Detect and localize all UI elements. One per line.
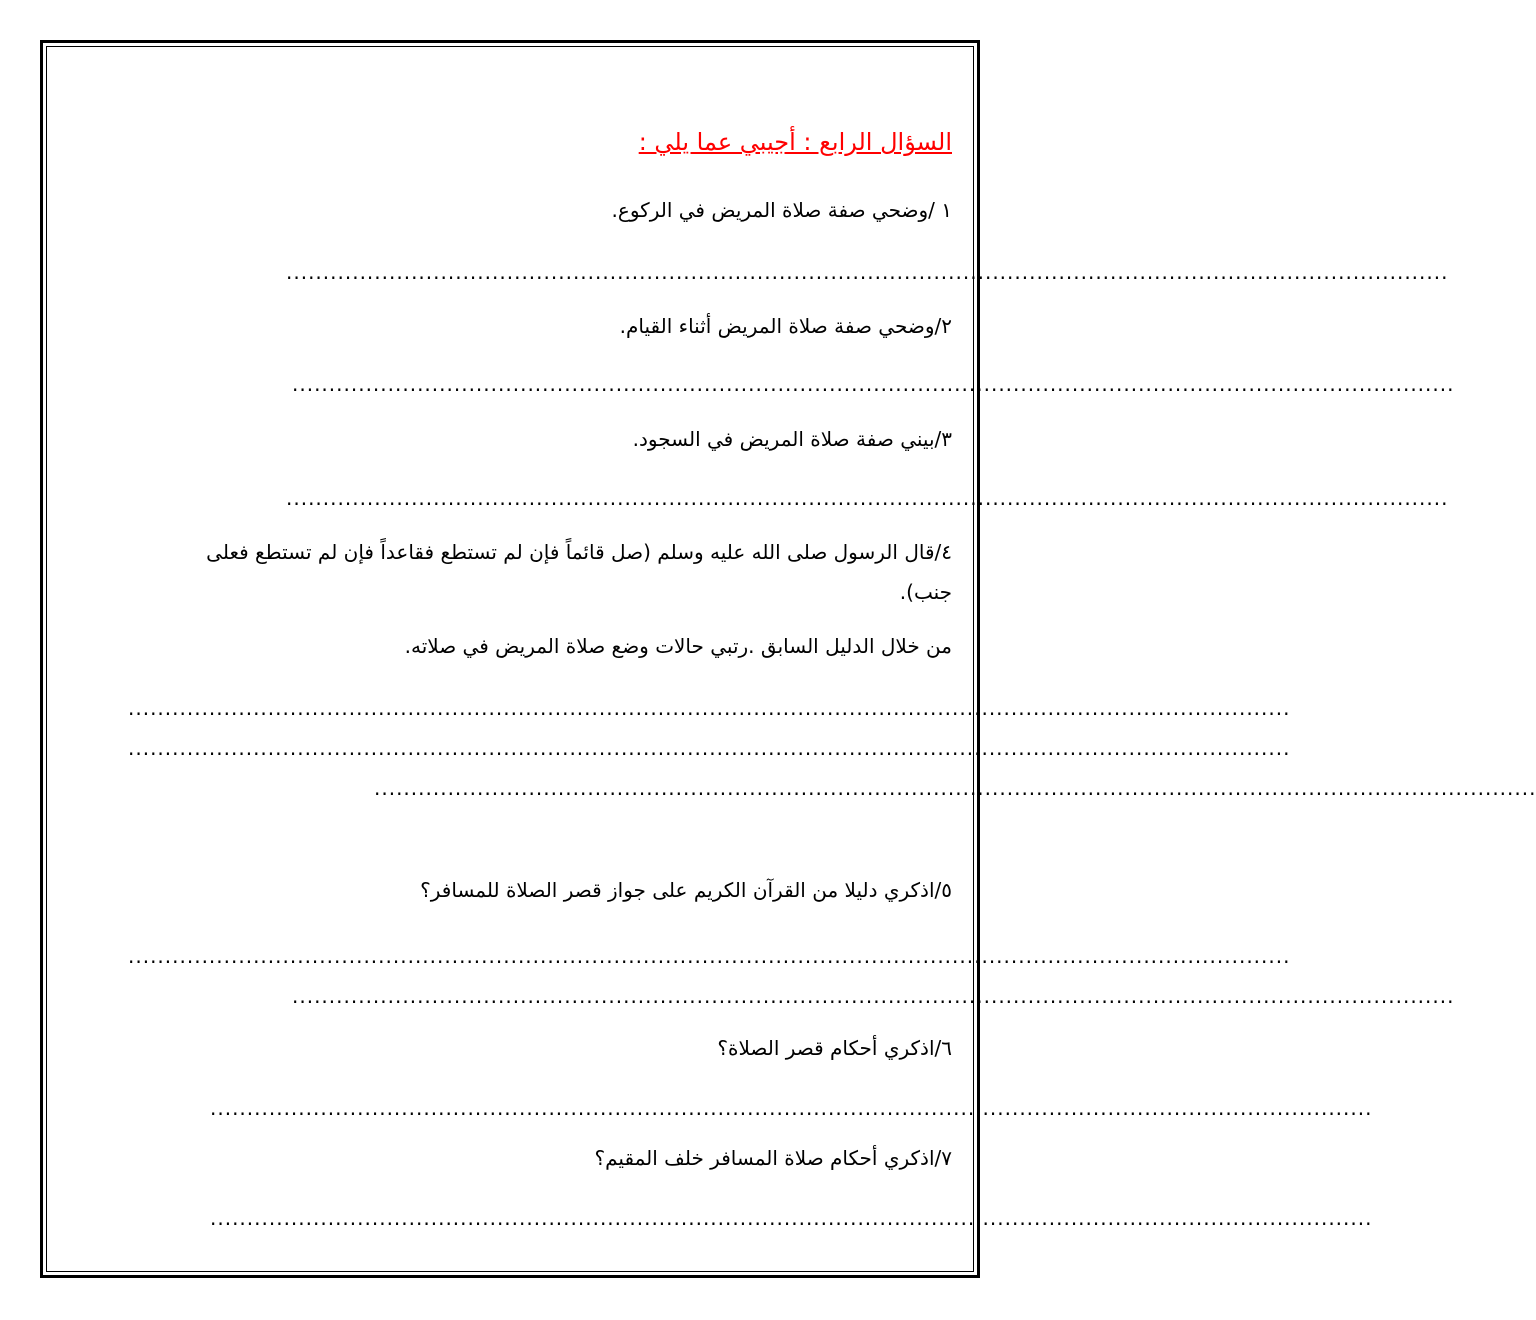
answer-line[interactable]: .............................................................................................................................................................. — [292, 372, 1455, 396]
question-2: ٢/وضحي صفة صلاة المريض أثناء القيام. — [619, 314, 952, 338]
question-4-line-3: من خلال الدليل السابق .رتبي حالات وضع صلاة المريض في صلاته. — [404, 634, 952, 658]
question-3: ٣/بيني صفة صلاة المريض في السجود. — [632, 427, 952, 451]
answer-line[interactable]: .............................................................................................................................................................. — [292, 984, 1455, 1008]
question-1: ١ /وضحي صفة صلاة المريض في الركوع. — [611, 198, 952, 222]
question-4-line-1: ٤/قال الرسول صلى الله عليه وسلم (صل قائماً فإن لم تستطع فقاعداً فإن لم تستطع فعلى — [206, 540, 952, 564]
answer-line[interactable]: .............................................................................................................................................................. — [128, 696, 1291, 720]
question-6: ٦/اذكري أحكام قصر الصلاة؟ — [717, 1036, 952, 1060]
answer-line[interactable]: .............................................................................................................................................................. — [374, 776, 1536, 800]
answer-line[interactable]: .............................................................................................................................................................. — [128, 944, 1291, 968]
answer-line[interactable]: .............................................................................................................................................................. — [286, 486, 1449, 510]
question-5: ٥/اذكري دليلا من القرآن الكريم على جواز قصر الصلاة للمسافر؟ — [420, 878, 952, 902]
question-4-line-2: جنب). — [899, 580, 952, 604]
answer-line[interactable]: .............................................................................................................................................................. — [128, 736, 1291, 760]
question-7: ٧/اذكري أحكام صلاة المسافر خلف المقيم؟ — [594, 1146, 952, 1170]
question-heading: السؤال الرابع : أجيبي عما يلي : — [638, 128, 952, 156]
answer-line[interactable]: .............................................................................................................................................................. — [286, 260, 1449, 284]
answer-line[interactable]: .............................................................................................................................................................. — [210, 1096, 1373, 1120]
answer-line[interactable]: .............................................................................................................................................................. — [210, 1206, 1373, 1230]
